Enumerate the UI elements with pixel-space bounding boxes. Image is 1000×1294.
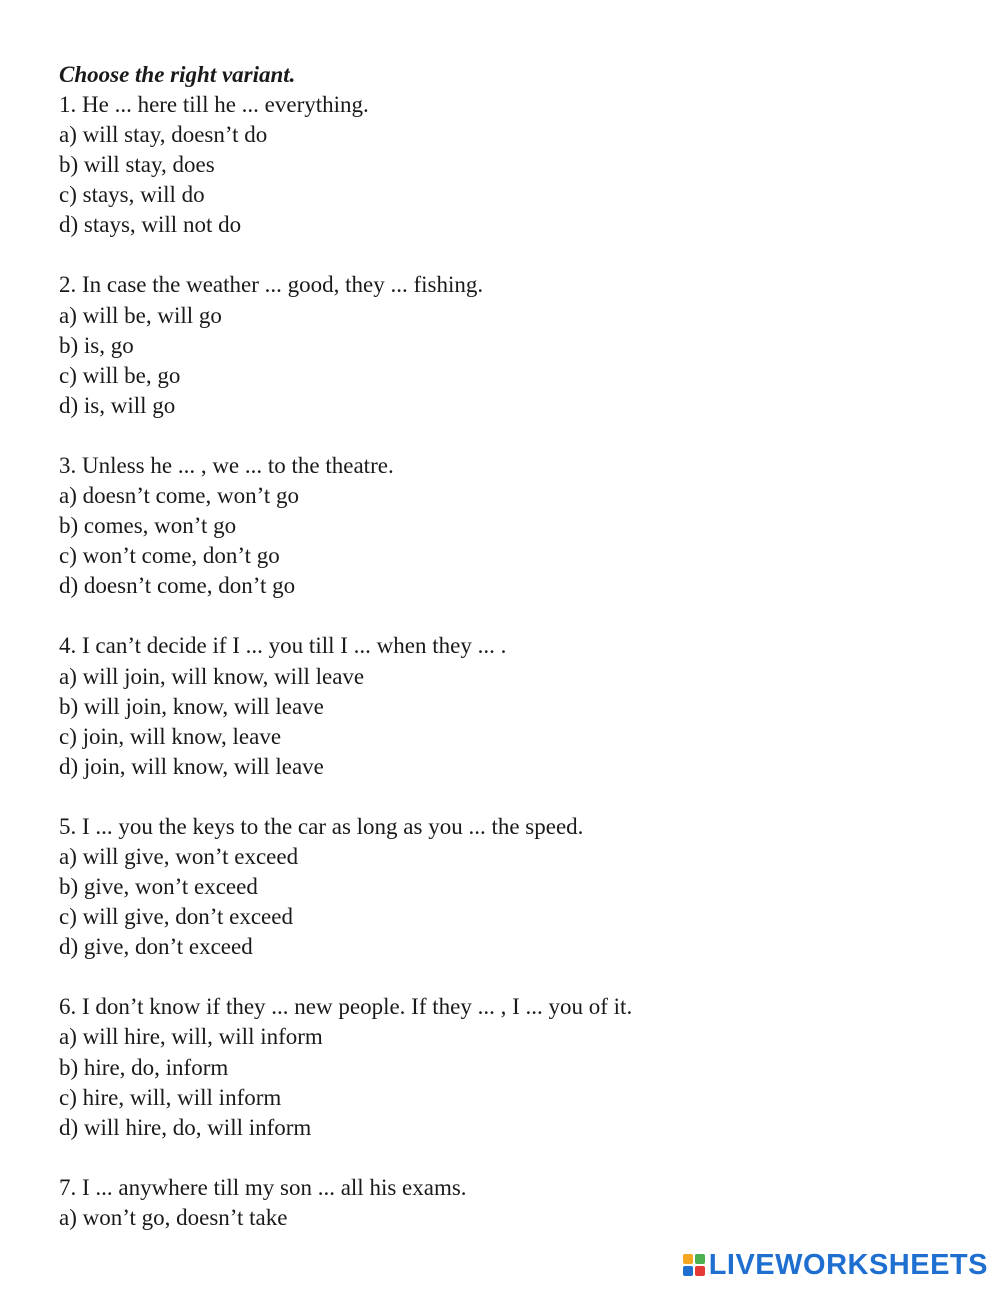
answer-option-c[interactable]: c) won’t come, don’t go xyxy=(59,543,280,569)
question-prompt: 2. In case the weather ... good, they ... fishing. xyxy=(59,272,484,298)
answer-option-b[interactable]: b) hire, do, inform xyxy=(59,1054,229,1080)
logo-square-orange xyxy=(683,1254,693,1264)
question-prompt: 5. I ... you the keys to the car as long as you ... the speed. xyxy=(59,813,584,839)
answer-option-b[interactable]: b) comes, won’t go xyxy=(59,513,237,539)
question-3 xyxy=(59,451,959,601)
answer-option-c[interactable]: c) will be, go xyxy=(59,362,181,388)
question-prompt: 7. I ... anywhere till my son ... all his exams. xyxy=(59,1174,467,1200)
answer-option-a[interactable]: a) will hire, will, will inform xyxy=(59,1024,323,1050)
worksheet xyxy=(59,60,959,1263)
question-1 xyxy=(59,90,959,240)
question-prompt: 4. I can’t decide if I ... you till I ... when they ... . xyxy=(59,633,507,659)
answer-option-a[interactable]: a) will give, won’t exceed xyxy=(59,843,299,869)
answer-option-b[interactable]: b) will stay, does xyxy=(59,152,215,178)
watermark-text: LIVEWORKSHEETS xyxy=(708,1249,988,1281)
question-6 xyxy=(59,992,959,1142)
answer-option-c[interactable]: c) stays, will do xyxy=(59,182,205,208)
answer-option-d[interactable]: d) will hire, do, will inform xyxy=(59,1114,312,1140)
answer-option-d[interactable]: d) give, don’t exceed xyxy=(59,934,253,960)
question-2 xyxy=(59,270,959,420)
answer-option-c[interactable]: c) hire, will, will inform xyxy=(59,1084,282,1110)
question-4 xyxy=(59,631,959,781)
answer-option-a[interactable]: a) will stay, doesn’t do xyxy=(59,122,268,148)
question-5 xyxy=(59,812,959,962)
logo-square-red xyxy=(695,1266,705,1276)
answer-option-a[interactable]: a) doesn’t come, won’t go xyxy=(59,483,299,509)
answer-option-d[interactable]: d) doesn’t come, don’t go xyxy=(59,573,296,599)
answer-option-d[interactable]: d) stays, will not do xyxy=(59,212,242,238)
liveworksheets-logo-icon xyxy=(683,1254,705,1276)
answer-option-d[interactable]: d) join, will know, will leave xyxy=(59,753,324,779)
answer-option-a[interactable]: a) will be, will go xyxy=(59,302,222,328)
logo-square-green xyxy=(695,1254,705,1264)
question-prompt: 3. Unless he ... , we ... to the theatre. xyxy=(59,452,394,478)
answer-option-c[interactable]: c) will give, don’t exceed xyxy=(59,904,293,930)
worksheet-title: Choose the right variant. xyxy=(59,62,296,87)
question-7 xyxy=(59,1173,959,1233)
answer-option-d[interactable]: d) is, will go xyxy=(59,392,176,418)
answer-option-b[interactable]: b) is, go xyxy=(59,332,134,358)
answer-option-c[interactable]: c) join, will know, leave xyxy=(59,723,282,749)
logo-square-blue xyxy=(683,1266,693,1276)
answer-option-b[interactable]: b) give, won’t exceed xyxy=(59,874,258,900)
answer-option-a[interactable]: a) will join, will know, will leave xyxy=(59,663,365,689)
question-prompt: 6. I don’t know if they ... new people. If they ... , I ... you of it. xyxy=(59,994,633,1020)
question-prompt: 1. He ... here till he ... everything. xyxy=(59,92,369,117)
liveworksheets-watermark xyxy=(683,1248,988,1282)
answer-option-a[interactable]: a) won’t go, doesn’t take xyxy=(59,1204,288,1230)
answer-option-b[interactable]: b) will join, know, will leave xyxy=(59,693,324,719)
